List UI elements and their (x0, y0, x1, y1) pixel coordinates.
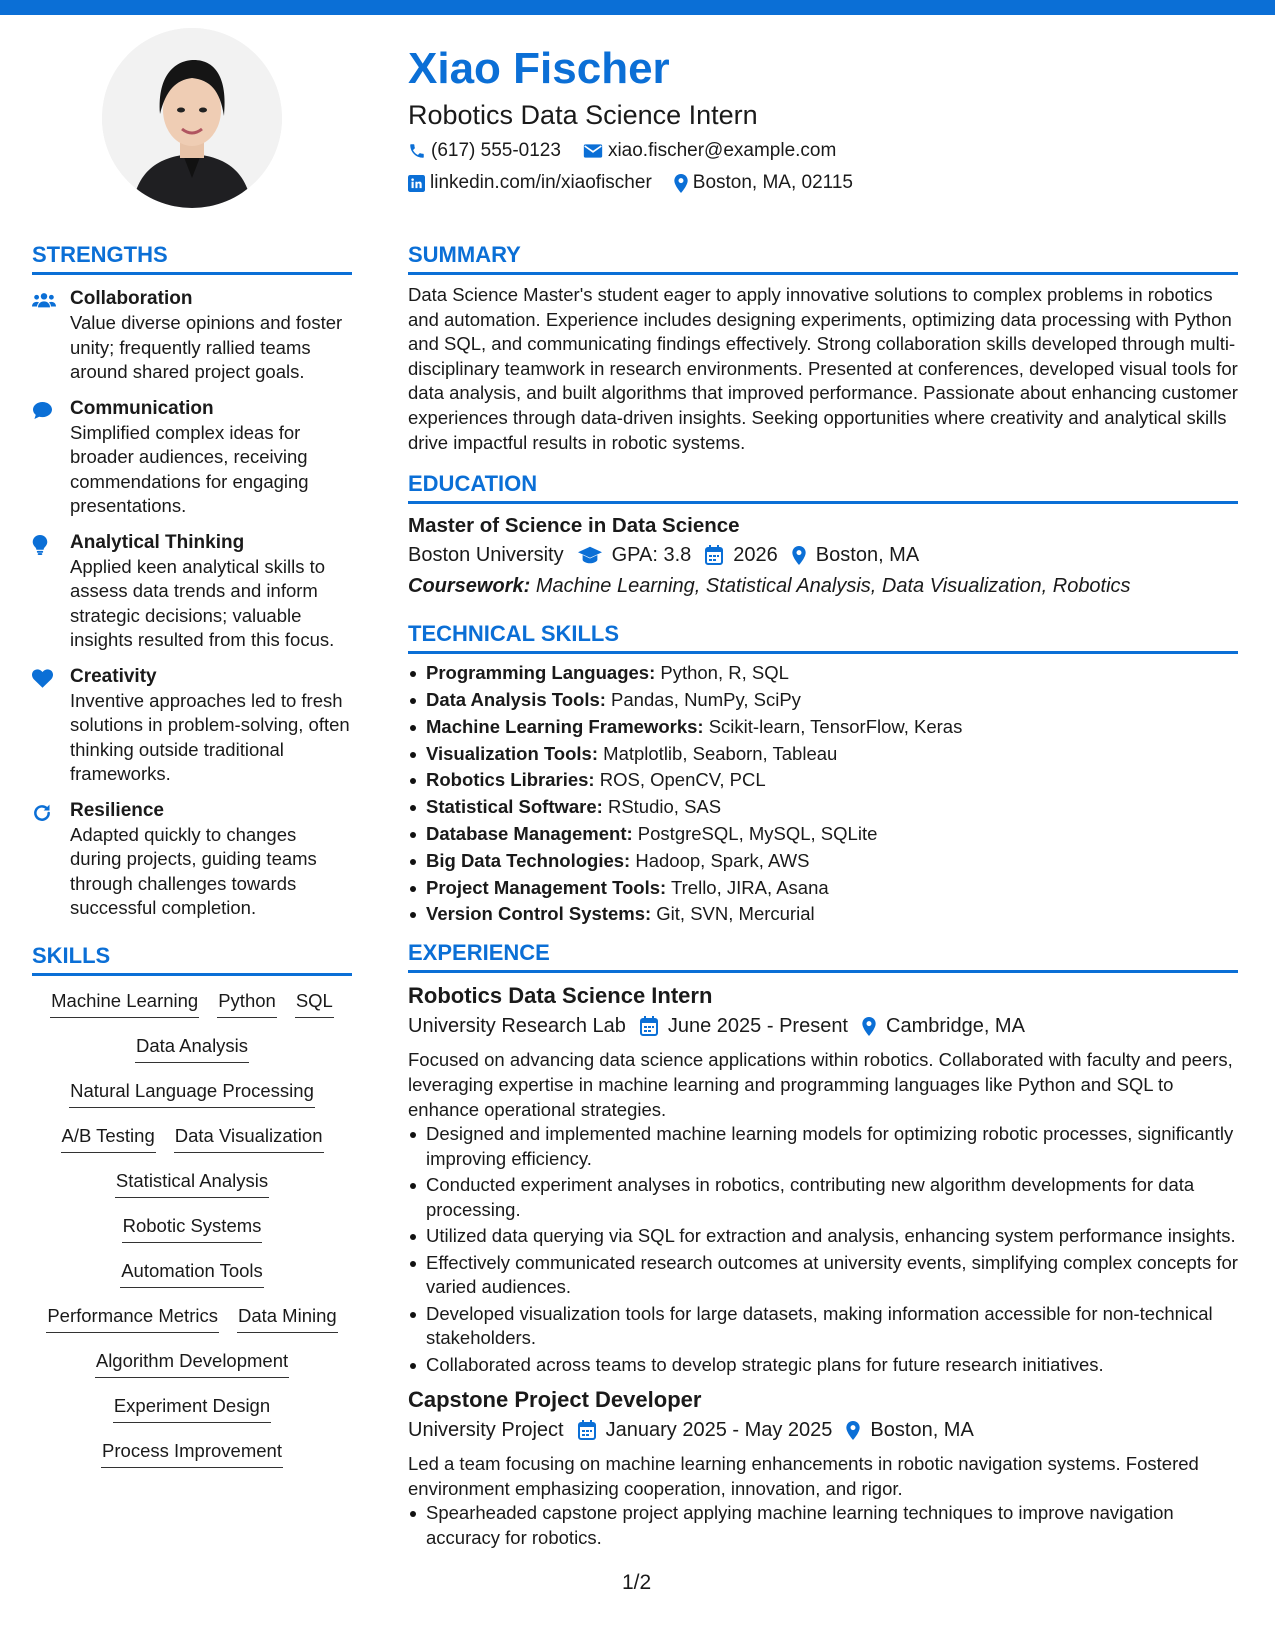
skill-tag: Natural Language Processing (69, 1078, 315, 1108)
list-item: Statistical Software: RStudio, SAS (408, 794, 1238, 821)
list-item: Version Control Systems: Git, SVN, Mercurial (408, 901, 1238, 928)
list-item: Data Analysis Tools: Pandas, NumPy, SciPy (408, 687, 1238, 714)
graduation-cap-icon (578, 546, 602, 564)
skill-row (32, 1168, 352, 1213)
education-meta (408, 540, 1238, 570)
left-column (32, 240, 352, 1483)
skill-row (32, 1033, 352, 1078)
job-bullets (408, 1122, 1238, 1377)
phone-number: (617) 555-0123 (431, 140, 561, 161)
skill-tag: Robotic Systems (122, 1213, 263, 1243)
strength-item (32, 531, 352, 653)
phone-contact (408, 138, 561, 164)
map-pin-icon (862, 1017, 876, 1036)
list-item: Utilized data querying via SQL for extraction and analysis, enhancing system performance insights. (408, 1224, 1238, 1249)
job-location: Cambridge, MA (862, 1011, 1025, 1041)
strength-item (32, 799, 352, 921)
school-name: Boston University (408, 544, 564, 567)
degree-title: Master of Science in Data Science (408, 514, 740, 538)
resume-header (408, 42, 1238, 196)
skill-tag: Performance Metrics (46, 1303, 219, 1333)
coursework-label: Coursework: (408, 575, 531, 598)
right-column (408, 240, 1238, 1552)
skill-tag: Statistical Analysis (115, 1168, 269, 1198)
experience-heading: EXPERIENCE (408, 938, 1238, 973)
list-item: Machine Learning Frameworks: Scikit-learn, TensorFlow, Keras (408, 714, 1238, 741)
calendar-icon (578, 1420, 596, 1440)
skill-row (32, 1123, 352, 1168)
top-accent-bar (0, 0, 1275, 15)
skill-tag: A/B Testing (61, 1123, 156, 1153)
strength-description: Simplified complex ideas for broader audiences, receiving commendations for engaging presentations. (70, 421, 309, 516)
strength-title: Creativity (70, 665, 157, 687)
coursework (408, 571, 1238, 601)
list-item: Developed visualization tools for large datasets, making information accessible for non-technical stakeholders. (408, 1302, 1238, 1351)
lightbulb-icon (32, 535, 48, 555)
job-location: Boston, MA (846, 1415, 973, 1445)
page-number: 1/2 (622, 1571, 652, 1594)
strength-title: Communication (70, 397, 214, 419)
skill-tag: Machine Learning (50, 988, 199, 1018)
skill-tag: Data Mining (237, 1303, 338, 1333)
redo-icon (32, 803, 52, 823)
list-item: Designed and implemented machine learning models for optimizing robotic processes, significantly improving efficiency. (408, 1122, 1238, 1171)
list-item: Project Management Tools: Trello, JIRA, Asana (408, 875, 1238, 902)
job-dates: January 2025 - May 2025 (578, 1415, 833, 1445)
calendar-icon (705, 545, 723, 565)
location-contact (674, 170, 853, 196)
email-address[interactable]: xiao.fischer@example.com (607, 140, 837, 161)
contact-row-2 (408, 170, 1238, 196)
envelope-icon (583, 143, 603, 159)
summary-text: Data Science Master's student eager to apply innovative solutions to complex problems in robotics and automation. Experience includes designing experiments, optimizing data processing with Python and SQL, and communicating findings effectively. Strong collaboration skills developed through multi-disciplinary teamwork in research environments. Presented at conferences, developed visual tools for data analysis, and built algorithms that improved performance. Passionate about enhancing customer experiences through data-driven insights. Seeking opportunities where creativity and analytical skills drive impactful results in robotic systems. (408, 284, 1238, 453)
list-item: Visualization Tools: Matplotlib, Seaborn, Tableau (408, 741, 1238, 768)
candidate-title: Robotics Data Science Intern (408, 100, 758, 130)
employer: University Research Lab (408, 1015, 626, 1038)
education-location: Boston, MA (792, 540, 919, 570)
strength-description: Applied keen analytical skills to assess data trends and inform strategic decisions; valuable insights resulted from this focus. (70, 555, 335, 650)
list-item: Effectively communicated research outcomes at university events, simplifying complex concepts for varied audiences. (408, 1251, 1238, 1300)
strength-description: Inventive approaches led to fresh solutions in problem-solving, often thinking outside traditional frameworks. (70, 689, 350, 784)
skill-row (32, 1393, 352, 1438)
job-title: Capstone Project Developer (408, 1387, 702, 1413)
strength-item (32, 665, 352, 787)
map-pin-icon (846, 1421, 860, 1440)
skill-row (32, 988, 352, 1033)
skill-tag: Algorithm Development (95, 1348, 289, 1378)
job-description: Focused on advancing data science applications within robotics. Collaborated with faculty and peers, leveraging expertise in machine learning and programming languages like Python and SQL to enhance operational strategies. (408, 1049, 1233, 1121)
skill-tag: Python (217, 988, 277, 1018)
linkedin-icon (408, 175, 425, 192)
location-text: Boston, MA, 02115 (692, 172, 853, 193)
gpa: GPA: 3.8 (578, 540, 692, 570)
experience-entry (408, 1385, 1238, 1550)
summary-heading: SUMMARY (408, 240, 1238, 275)
skill-row (32, 1213, 352, 1258)
strength-title: Collaboration (70, 288, 193, 309)
skill-row (32, 1438, 352, 1483)
strengths-heading: STRENGTHS (32, 240, 352, 275)
graduation-year: 2026 (705, 540, 778, 570)
technical-skills-list (408, 660, 1238, 928)
skill-tag: Automation Tools (120, 1258, 264, 1288)
technical-skills-heading: TECHNICAL SKILLS (408, 619, 1238, 654)
skill-tag: Experiment Design (113, 1393, 271, 1423)
skill-row (32, 1348, 352, 1393)
job-bullets (408, 1501, 1238, 1550)
strength-title: Analytical Thinking (70, 531, 245, 553)
list-item: Collaborated across teams to develop strategic plans for future research initiatives. (408, 1353, 1238, 1378)
job-meta (408, 1011, 1238, 1041)
skills-heading: SKILLS (32, 941, 352, 976)
list-item: Big Data Technologies: Hadoop, Spark, AWS (408, 848, 1238, 875)
strength-title: Resilience (70, 799, 164, 821)
job-title: Robotics Data Science Intern (408, 983, 713, 1009)
phone-icon (408, 142, 426, 160)
strength-description: Value diverse opinions and foster unity; frequently rallied teams around shared project goals. (70, 312, 343, 382)
linkedin-contact[interactable] (408, 170, 652, 196)
list-item: Robotics Libraries: ROS, OpenCV, PCL (408, 767, 1238, 794)
strength-description: Adapted quickly to changes during projects, guiding teams through challenges towards successful completion. (70, 823, 317, 918)
skill-tag: Process Improvement (101, 1438, 283, 1468)
heart-icon (32, 669, 53, 688)
skill-tag: Data Visualization (174, 1123, 324, 1153)
linkedin-url[interactable]: linkedin.com/in/xiaofischer (430, 172, 652, 193)
job-dates: June 2025 - Present (640, 1011, 848, 1041)
skill-tag: SQL (295, 988, 334, 1018)
chat-bubble-icon (32, 401, 53, 420)
skill-row (32, 1258, 352, 1303)
experience-entry (408, 981, 1238, 1377)
skill-tag: Data Analysis (135, 1033, 249, 1063)
job-meta (408, 1415, 1238, 1445)
skill-row (32, 1078, 352, 1123)
coursework-list: Machine Learning, Statistical Analysis, Data Visualization, Robotics (535, 575, 1131, 598)
profile-photo (102, 28, 282, 208)
list-item: Conducted experiment analyses in robotics, contributing new algorithm developments for data processing. (408, 1173, 1238, 1222)
contact-row-1 (408, 138, 1238, 164)
list-item: Programming Languages: Python, R, SQL (408, 660, 1238, 687)
employer: University Project (408, 1419, 564, 1442)
map-pin-icon (674, 174, 688, 193)
skills-list (32, 988, 352, 1483)
map-pin-icon (792, 546, 806, 565)
users-icon (32, 291, 56, 309)
strength-item (32, 397, 352, 519)
list-item: Database Management: PostgreSQL, MySQL, SQLite (408, 821, 1238, 848)
list-item: Spearheaded capstone project applying machine learning techniques to improve navigation accuracy for robotics. (408, 1501, 1238, 1550)
calendar-icon (640, 1016, 658, 1036)
job-description: Led a team focusing on machine learning enhancements in robotic navigation systems. Fostered environment emphasizing cooperation, innovation, and rigor. (408, 1453, 1199, 1500)
skill-row (32, 1303, 352, 1348)
strength-item (32, 287, 352, 385)
education-heading: EDUCATION (408, 469, 1238, 504)
email-contact[interactable] (583, 138, 836, 164)
candidate-name: Xiao Fischer (408, 44, 670, 93)
